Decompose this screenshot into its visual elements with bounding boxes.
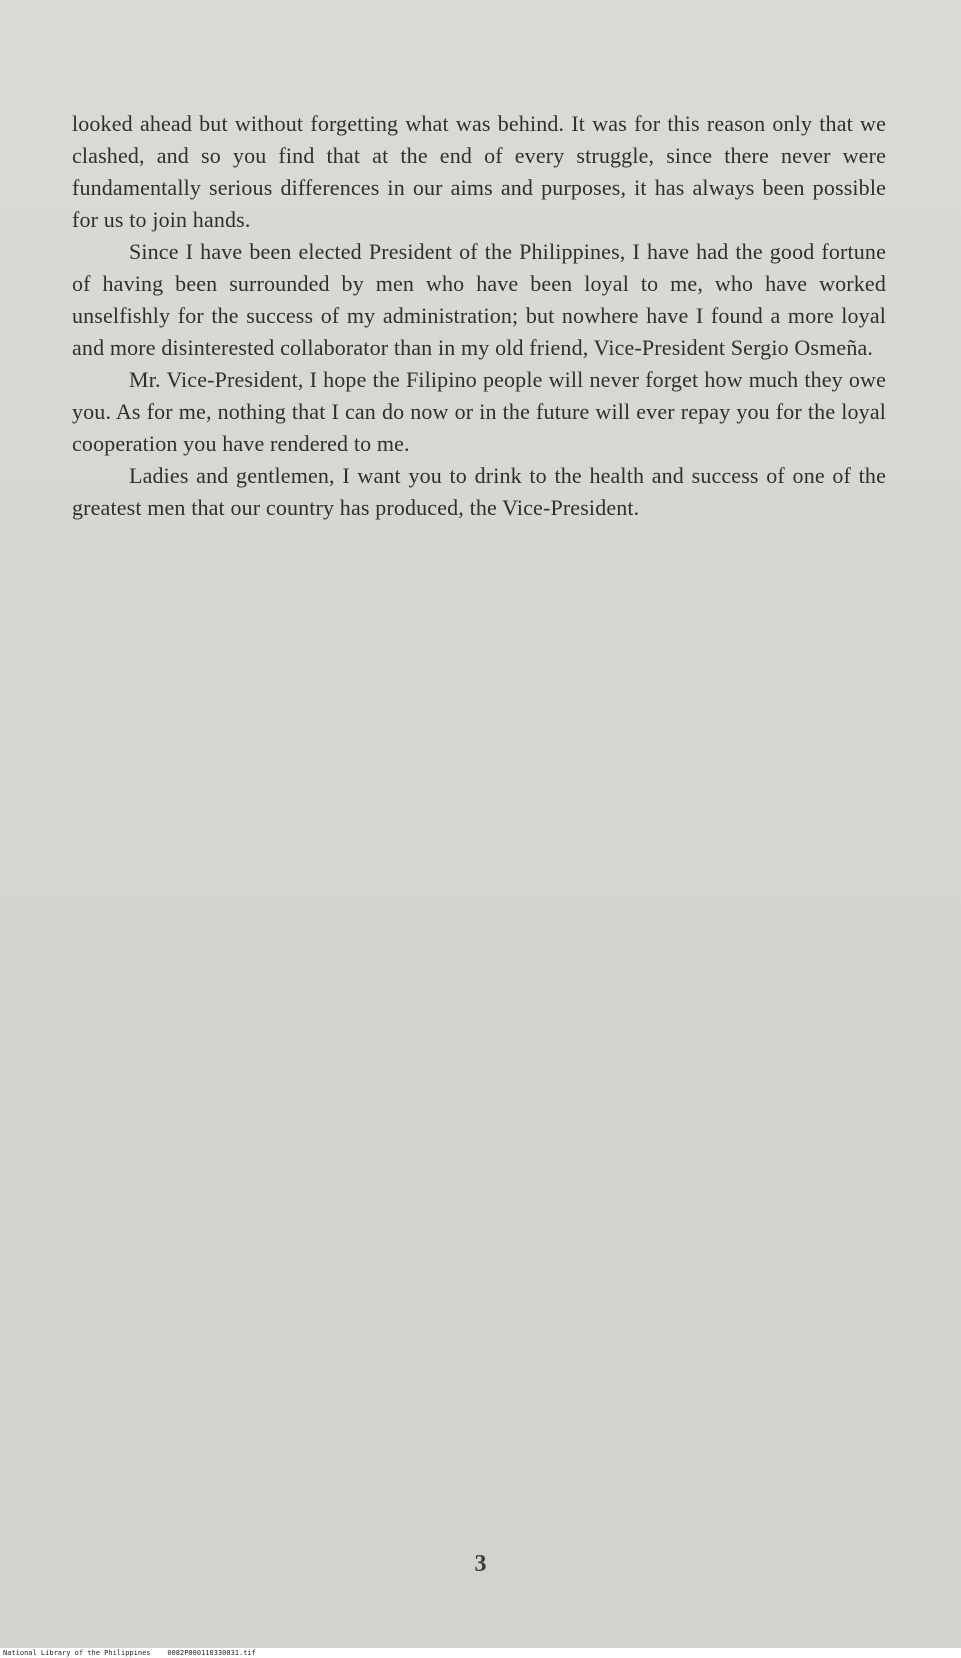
paragraph-1: looked ahead but without forgetting what was behind. It was for this reason only that we clashed, and so you find that at the end of every struggle, since there never were fundamentally serious differences in our aims and purposes, it has always been possible for us to join hands.: [72, 111, 886, 232]
paragraph-2: Since I have been elected President of the Philippines, I have had the good fortune of having been surrounded by men who have been loyal to me, who have worked unselfishly for the success of my administration; but nowhere have I found a more loyal and more disinterested collaborator than in my old friend, Vice-President Sergio Osmeña.: [72, 239, 886, 360]
page-number: 3: [474, 1551, 487, 1577]
body-text: [72, 108, 886, 524]
paragraph-4: Ladies and gentlemen, I want you to drink to the health and success of one of the greatest men that our country has produced, the Vice-President.: [72, 463, 886, 520]
scan-footer: [0, 1648, 961, 1658]
scan-footer-text: National Library of the Philippines 0082P000110330031.tif: [3, 1649, 256, 1657]
paragraph-3: Mr. Vice-President, I hope the Filipino people will never forget how much they owe you. As for me, nothing that I can do now or in the future will ever repay you for the loyal cooperation you have rendered to me.: [72, 367, 886, 456]
